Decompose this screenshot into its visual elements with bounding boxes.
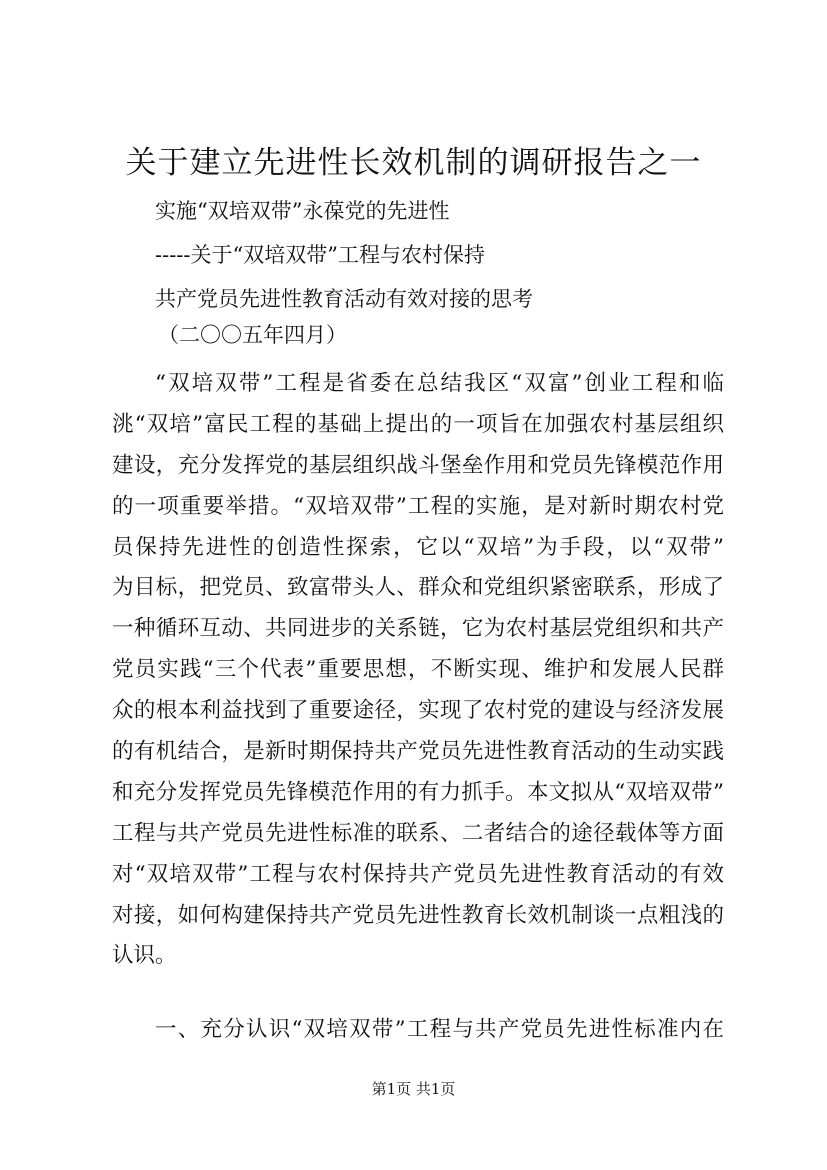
document-title: 关于建立先进性长效机制的调研报告之一 xyxy=(125,145,702,181)
paragraph-line: 的有机结合，是新时期保持共产党员先进性教育活动的生动实践 xyxy=(112,739,724,765)
paragraph-line: 认识。 xyxy=(112,943,177,969)
paragraph-line: 对接，如何构建保持共产党员先进性教育长效机制谈一点粗浅的 xyxy=(112,902,724,928)
subtitle-line: -----关于“双培双带”工程与农村保持 xyxy=(155,243,485,267)
paragraph-line: 对“双培双带”工程与农村保持共产党员先进性教育活动的有效 xyxy=(112,861,724,887)
paragraph-line: 和充分发挥党员先锋模范作用的有力抓手。本文拟从“双培双带” xyxy=(112,779,724,805)
paragraph-line: “双培双带”工程是省委在总结我区“双富”创业工程和临 xyxy=(155,371,724,396)
paragraph-line: 为目标，把党员、致富带头人、群众和党组织紧密联系，形成了 xyxy=(112,575,724,601)
paragraph-line: 众的根本利益找到了重要途径，实现了农村党的建设与经济发展 xyxy=(112,698,724,724)
paragraph-line: 党员实践“三个代表”重要思想，不断实现、维护和发展人民群 xyxy=(112,657,724,683)
paragraph-line: 的一项重要举措。“双培双带”工程的实施，是对新时期农村党 xyxy=(112,493,724,519)
section-heading: 一、充分认识“双培双带”工程与共产党员先进性标准内在 xyxy=(155,1017,724,1042)
paragraph-line: 员保持先进性的创造性探索，它以“双培”为手段，以“双带” xyxy=(112,534,724,560)
body-paragraph xyxy=(112,364,724,977)
subtitle-line: 共产党员先进性教育活动有效对接的思考 xyxy=(155,287,533,311)
subtitle-line: 实施“双培双带”永葆党的先进性 xyxy=(155,199,450,223)
paragraph-line: 一种循环互动、共同进步的关系链，它为农村基层党组织和共产 xyxy=(112,616,724,642)
paragraph-line: 工程与共产党员先进性标准的联系、二者结合的途径载体等方面 xyxy=(112,820,724,846)
page-footer: 第1页 共1页 xyxy=(371,1080,456,1098)
paragraph-line: 建设，充分发挥党的基层组织战斗堡垒作用和党员先锋模范作用 xyxy=(112,452,724,478)
paragraph-line: 洮“双培”富民工程的基础上提出的一项旨在加强农村基层组织 xyxy=(112,411,724,437)
document-date: （二〇〇五年四月） xyxy=(158,323,347,347)
